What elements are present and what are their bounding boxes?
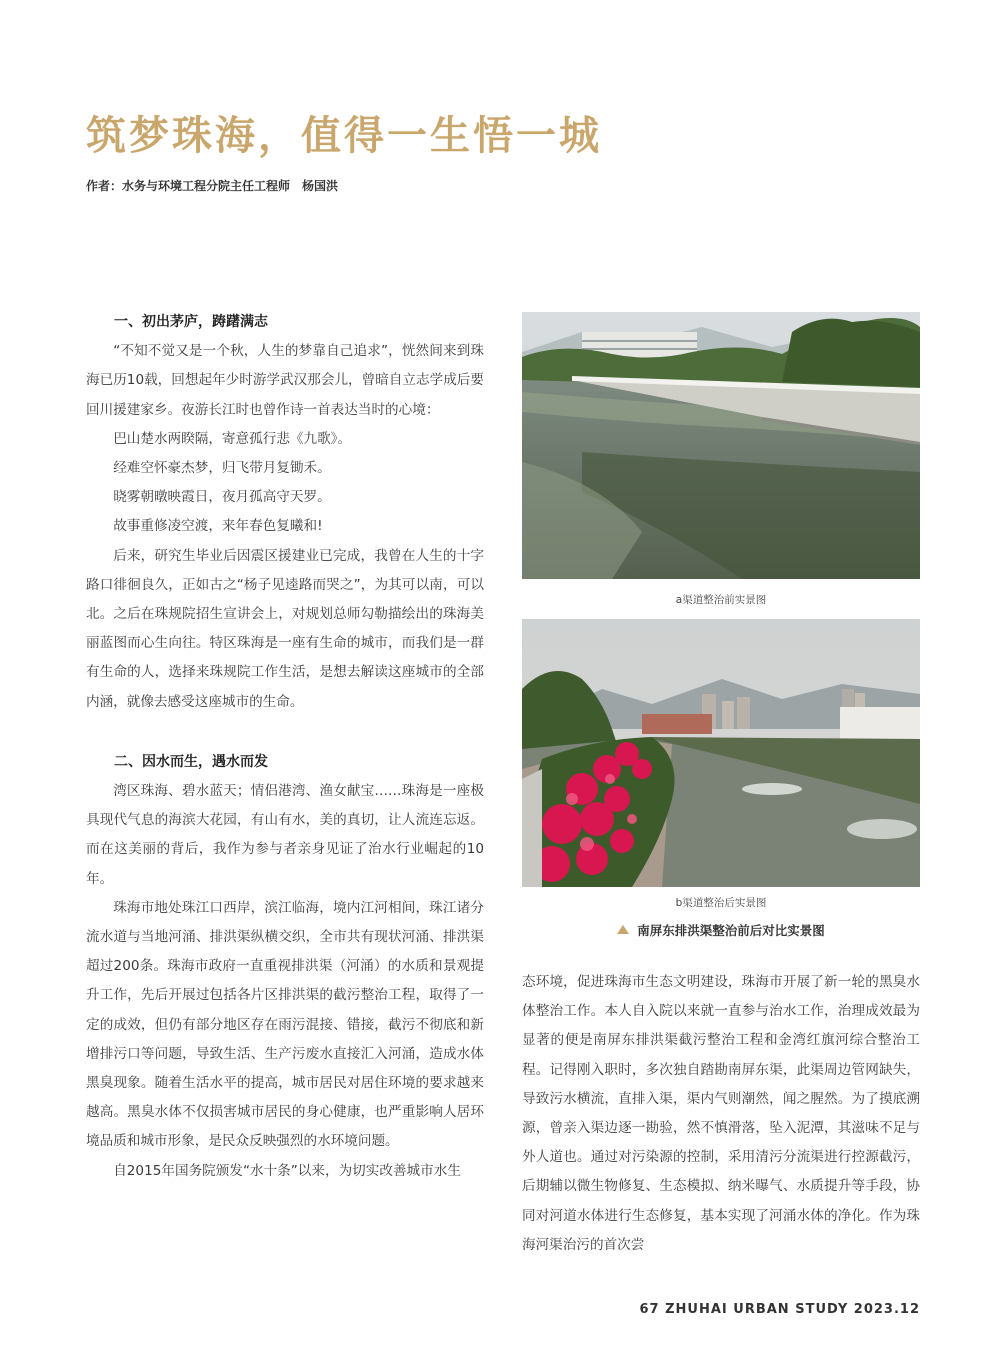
page-footer: 67 ZHUHAI URBAN STUDY 2023.12 — [639, 1302, 920, 1317]
poem-line: 巴山楚水两睽隔，寄意孤行悲《九歌》。 — [113, 430, 352, 447]
caption-photo-a: a渠道整治前实景图 — [675, 594, 767, 606]
poem-line: 晓雾朝暾映霞日，夜月孤高守天罗。 — [113, 489, 331, 506]
triangle-icon — [617, 925, 629, 934]
section2-heading: 二、因水而生，遇水而发 — [114, 753, 268, 770]
author-line: 作者：水务与环境工程分院主任工程师 杨国洪 — [86, 179, 339, 193]
section2-paragraph: 湾区珠海、碧水蓝天；情侣港湾、渔女献宝……珠海是一座极具现代气息的海滨大花园，有山有水，美的真切，让人流连忘返。而在这美丽的背后，我作为参与者亲身见证了治水行业崛起的10年。 — [86, 783, 484, 887]
poem-line: 故事重修凌空渡，来年春色复曦和! — [113, 518, 323, 535]
section1-paragraph: “不知不觉又是一个秋，人生的梦靠自己追求”，恍然间来到珠海已历10载，回想起年少时游学武汉那会儿，曾暗自立志学成后要回川援建家乡。夜游长江时也曾作诗一首表达当时的心境： — [86, 343, 484, 418]
section2-paragraph-continued: 态环境，促进珠海市生态文明建设，珠海市开展了新一轮的黑臭水体整治工作。本人自入院以来就一直参与治水工作，治理成效最为显著的便是南屏东排洪渠截污整治工程和金湾红旗河综合整治工程。记得刚入职时，多次独自踏勘南屏东渠，此渠周边管网缺失，导致污水横流，直排入渠，渠内气则潮然，闻之腥然。为了摸底溯源，曾亲入渠边逐一勘验，然不慎滑落，坠入泥潭，其滋味不足与外人道也。通过对污染源的控制，采用清污分流渠进行控源截污，后期辅以微生物修复、生态模拟、纳米曝气、水质提升等手段，协同对河道水体进行生态修复，基本实现了河涌水体的净化。作为珠海河渠治污的首次尝 — [522, 974, 920, 1253]
section1-paragraph: 后来，研究生毕业后因震区援建业已完成，我曾在人生的十字路口徘徊良久，正如古之“杨子见逵路而哭之”，为其可以南，可以北。之后在珠规院招生宣讲会上，对规划总师勾勒描绘出的珠海美丽蓝图而心生向往。特区珠海是一座有生命的城市，而我们是一群有生命的人，选择来珠规院工作生活，是想去解读这座城市的全部内涵，就像去感受这座城市的生命。 — [86, 547, 484, 710]
photo-canal-after — [522, 619, 920, 887]
article-title: 筑梦珠海，值得一生悟一城 — [86, 113, 602, 159]
left-column — [86, 308, 484, 1186]
photo-canal-before — [522, 312, 920, 579]
figure-caption — [522, 921, 920, 939]
section1-heading: 一、初出茅庐，踌躇满志 — [114, 314, 268, 330]
section2-paragraph: 自2015年国务院颁发“水十条”以来，为切实改善城市水生 — [113, 1162, 461, 1179]
right-column — [522, 968, 920, 1260]
caption-photo-b: b渠道整治后实景图 — [675, 897, 767, 909]
poem-line: 经难空怀豪杰梦，归飞带月复锄禾。 — [113, 460, 331, 477]
figure-caption-text: 南屏东排洪渠整治前后对比实景图 — [637, 923, 825, 938]
section2-paragraph: 珠海市地处珠江口西岸，滨江临海，境内江河相间，珠江诸分流水道与当地河涌、排洪渠纵横交织，全市共有现状河涌、排洪渠超过200条。珠海市政府一直重视排洪渠（河涌）的水质和景观提升工作，先后开展过包括各片区排洪渠的截污整治工程，取得了一定的成效，但仍有部分地区存在雨污混接、错接，截污不彻底和新增排污口等问题，导致生活、生产污废水直接汇入河涌，造成水体黑臭现象。随着生活水平的提高，城市居民对居住环境的要求越来越高。黑臭水体不仅损害城市居民的身心健康，也严重影响人居环境品质和城市形象，是民众反映强烈的水环境问题。 — [86, 899, 484, 1150]
